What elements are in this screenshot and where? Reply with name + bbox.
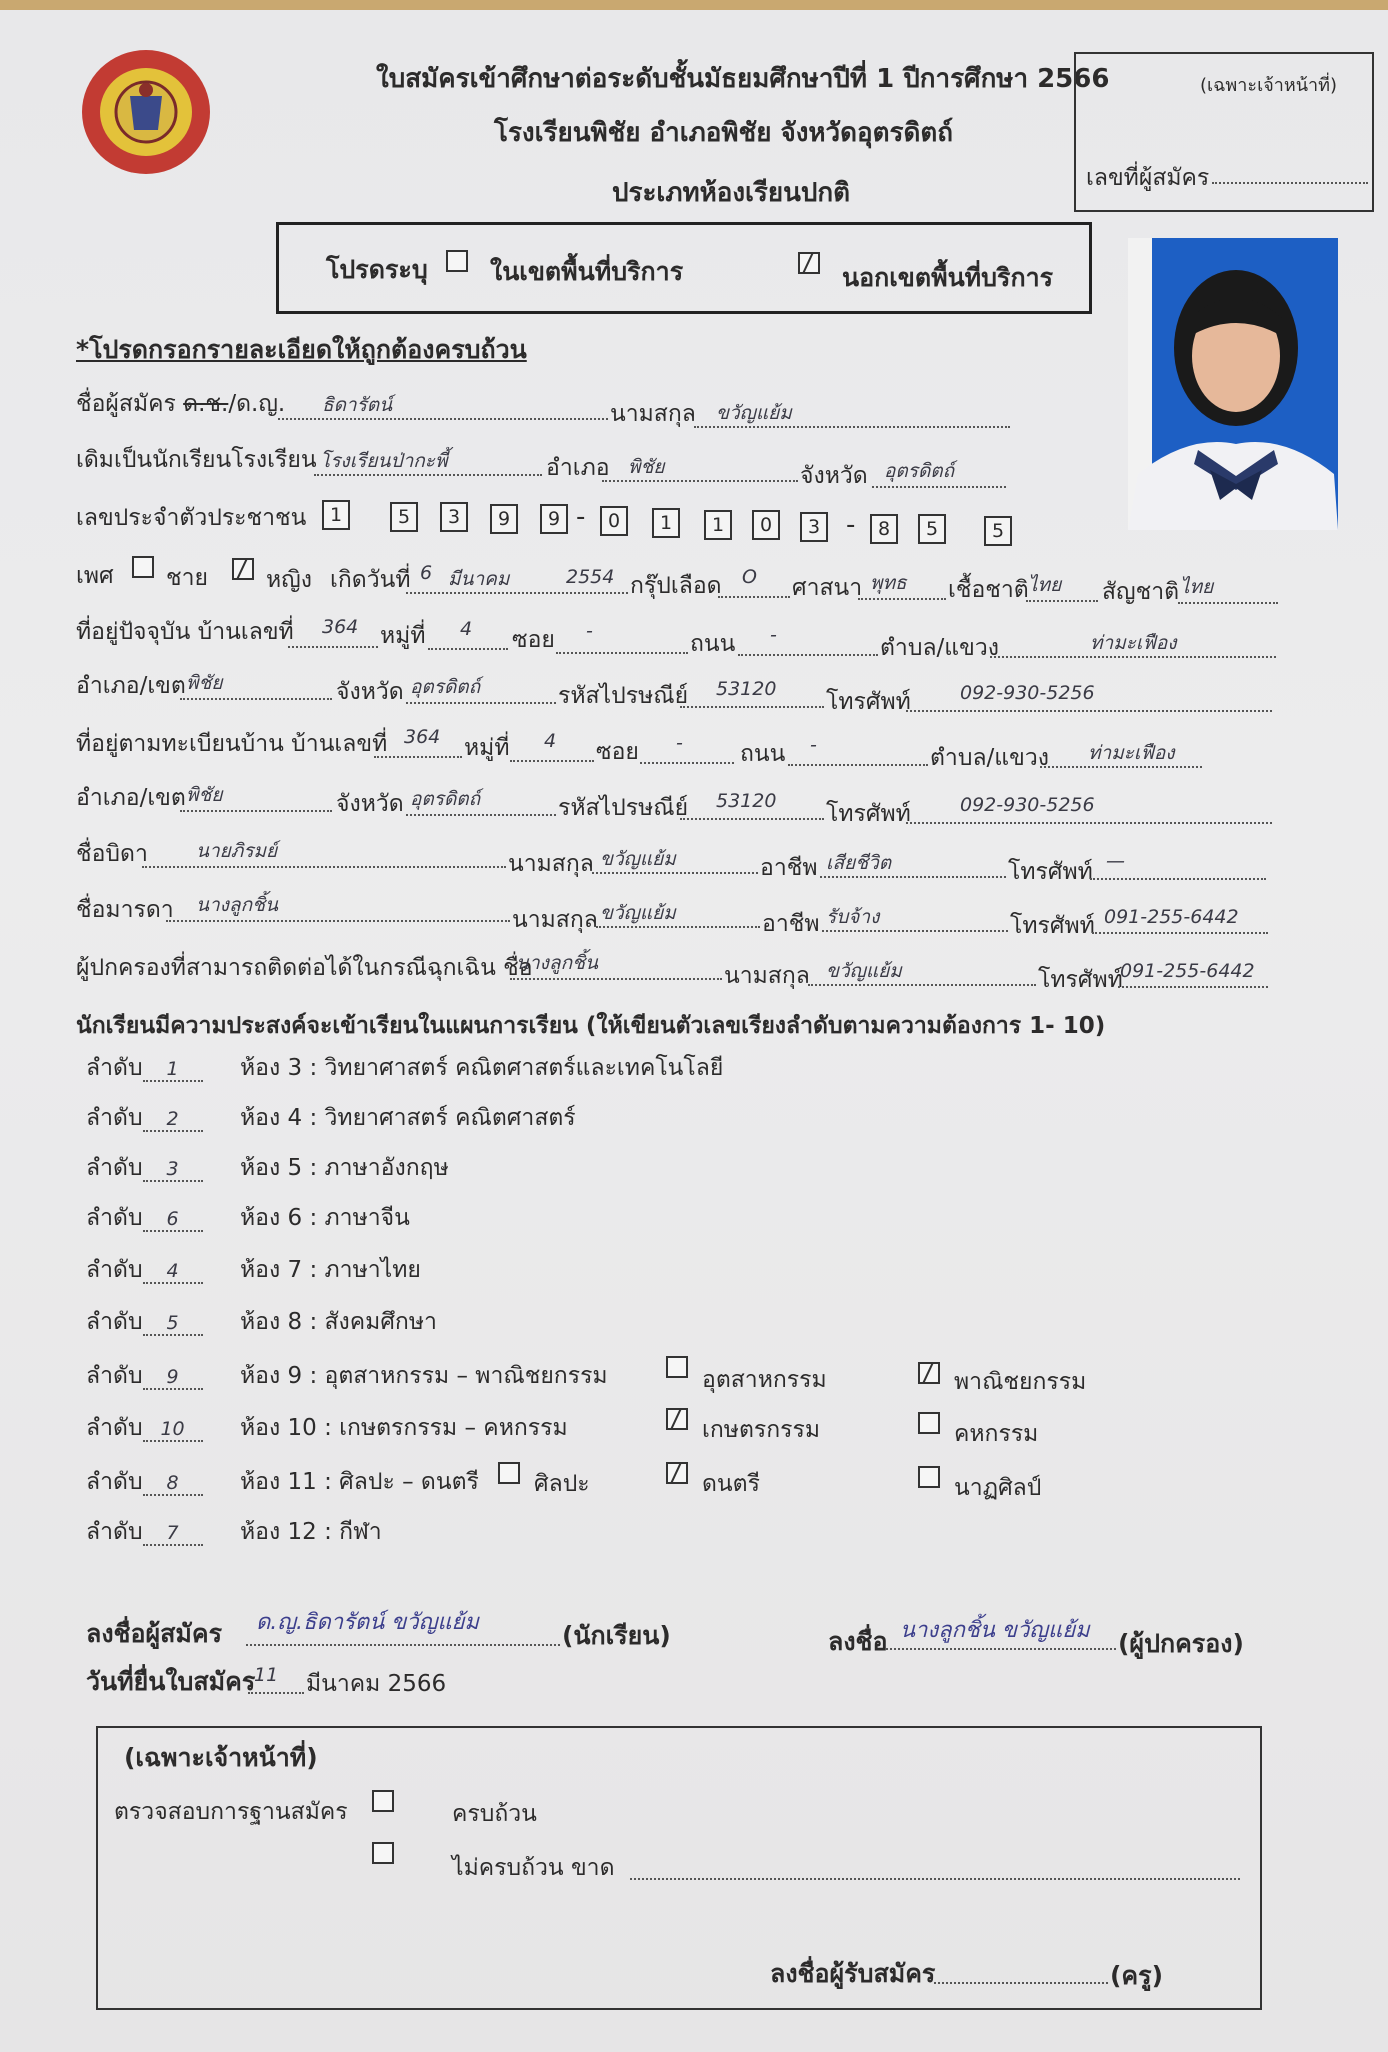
current-road-label: ถนน xyxy=(690,631,736,657)
id-digit: 9 xyxy=(540,504,568,534)
district-line xyxy=(180,698,332,700)
race-line xyxy=(1026,600,1098,602)
mother-surname-label: นามสกุล xyxy=(512,907,598,933)
plan-row-9 xyxy=(86,1464,203,1500)
guardian-label: ผู้ปกครองที่สามารถติดต่อได้ในกรณีฉุกเฉิน ชื่อ xyxy=(76,955,533,981)
id-digit: 8 xyxy=(870,514,898,544)
order-label: ลำดับ xyxy=(86,1309,143,1335)
commerce-label: พาณิชยกรรม xyxy=(954,1369,1087,1395)
registered-province-label: จังหวัด xyxy=(336,791,404,817)
guardian-sign-line xyxy=(886,1648,1116,1650)
id-digit: 3 xyxy=(440,502,468,532)
guardian-phone[interactable]: 091-255-6442 xyxy=(1120,960,1255,982)
religion-line xyxy=(858,598,946,600)
id-digit: 5 xyxy=(390,502,418,532)
moo-line xyxy=(428,648,508,650)
registered-district-label: อำเภอ/เขต xyxy=(76,785,186,811)
reg-house-no-line xyxy=(374,756,462,758)
top-edge xyxy=(0,0,1388,10)
current-province-label: จังหวัด xyxy=(336,679,404,705)
surname-label: นามสกุล xyxy=(610,401,696,427)
receiver-sign-label: ลงชื่อผู้รับสมัคร xyxy=(770,1959,936,1988)
room-type: ประเภทห้องเรียนปกติ xyxy=(612,178,851,208)
industry-label: อุตสาหกรรม xyxy=(702,1367,827,1393)
guardian-sign-label: ลงชื่อ xyxy=(828,1627,888,1656)
reg-phone-line xyxy=(906,822,1272,824)
father-phone-label: โทรศัพท์ xyxy=(1008,859,1093,885)
room-label: ห้อง 12 : กีฬา xyxy=(240,1519,382,1545)
reg-soi-line xyxy=(640,762,734,764)
guardian-surname[interactable]: ขวัญแย้ม xyxy=(826,960,902,982)
room-label: ห้อง 5 : ภาษาอังกฤษ xyxy=(240,1155,449,1181)
current-moo-label: หมู่ที่ xyxy=(380,623,426,649)
instruction-text: *โปรดกรอกรายละเอียดให้ถูกต้องครบถ้วน xyxy=(76,335,527,364)
current-soi-label: ซอย xyxy=(512,627,555,653)
applicant-sign-line xyxy=(246,1644,560,1646)
submit-day-line xyxy=(248,1692,304,1694)
reg-moo-line xyxy=(510,760,594,762)
plan-row-1 xyxy=(86,1050,203,1086)
title-struck: ด.ช. xyxy=(183,391,229,417)
prev-district-value[interactable]: พิชัย xyxy=(628,456,665,478)
incomplete-label: ไม่ครบถ้วน ขาด xyxy=(452,1855,615,1881)
prev-school-value[interactable]: โรงเรียนป่ากะพี้ xyxy=(320,450,448,472)
art-label: ศิลปะ xyxy=(534,1471,590,1497)
applicant-name-prefix: ชื่อผู้สมัคร xyxy=(76,391,176,417)
registered-phone[interactable]: 092-930-5256 xyxy=(960,794,1095,816)
mother-job-label: อาชีพ xyxy=(762,911,820,937)
plan-row-4 xyxy=(86,1200,203,1236)
phone-line xyxy=(906,710,1272,712)
outside-area-label: นอกเขตพื้นที่บริการ xyxy=(842,263,1054,292)
applicant-signature[interactable]: ด.ญ.ธิดารัตน์ ขวัญแย้ม xyxy=(256,1610,479,1635)
missing-items-field[interactable] xyxy=(630,1878,1240,1880)
id-dash: - xyxy=(576,502,586,532)
current-phone[interactable]: 092-930-5256 xyxy=(960,682,1095,704)
order-value[interactable]: 4 xyxy=(143,1260,203,1284)
area-label: โปรดระบุ xyxy=(326,255,428,284)
race-label: เชื้อชาติ xyxy=(948,577,1029,603)
father-name-line xyxy=(142,866,506,868)
current-moo[interactable]: 4 xyxy=(460,618,473,640)
order-value[interactable]: 10 xyxy=(143,1418,203,1442)
guardian-signature[interactable]: นางลูกชิ้น ขวัญแย้ม xyxy=(900,1618,1090,1643)
reg-postcode-line xyxy=(680,818,824,820)
sex-label: เพศ xyxy=(76,563,114,589)
order-value[interactable]: 3 xyxy=(143,1158,203,1182)
registered-postcode[interactable]: 53120 xyxy=(716,790,777,812)
applicant-photo xyxy=(1128,238,1338,530)
plan-row-5 xyxy=(86,1252,203,1288)
birth-month[interactable]: มีนาคม xyxy=(448,568,510,590)
inside-area-label: ในเขตพื้นที่บริการ xyxy=(490,257,684,286)
plan-heading: นักเรียนมีความประสงค์จะเข้าเรียนในแผนการเรียน (ให้เขียนตัวเลขเรียงลำดับตามความต้องการ 1- 10) xyxy=(76,1013,1106,1039)
registered-moo[interactable]: 4 xyxy=(544,730,557,752)
guardian-surname-label: นามสกุล xyxy=(724,963,810,989)
father-job[interactable]: เสียชีวิต xyxy=(826,852,892,874)
plan-row-6 xyxy=(86,1304,203,1340)
order-value[interactable]: 2 xyxy=(143,1108,203,1132)
blood-label: กรุ๊ปเลือด xyxy=(630,573,722,599)
registered-subdistrict[interactable]: ท่ามะเฟือง xyxy=(1088,742,1175,764)
registered-soi[interactable]: - xyxy=(676,732,683,754)
submit-date-label: วันที่ยื่นใบสมัคร xyxy=(86,1667,256,1696)
guardian-name-line xyxy=(510,978,722,980)
room-label: ห้อง 4 : วิทยาศาสตร์ คณิตศาสตร์ xyxy=(240,1105,576,1131)
receiver-suffix: (ครู) xyxy=(1110,1961,1164,1990)
applicant-no-field[interactable] xyxy=(1212,182,1368,184)
applicant-no-label: เลขที่ผู้สมัคร xyxy=(1086,165,1210,191)
id-digit: 1 xyxy=(322,500,350,530)
mother-name[interactable]: นางลูกชิ้น xyxy=(196,894,278,916)
commerce-checkbox[interactable] xyxy=(918,1362,940,1384)
registered-house-no[interactable]: 364 xyxy=(404,726,441,748)
officer-title: (เฉพาะเจ้าหน้าที่) xyxy=(124,1743,318,1772)
order-label: ลำดับ xyxy=(86,1257,143,1283)
registered-soi-label: ซอย xyxy=(596,739,639,765)
order-value[interactable]: 6 xyxy=(143,1208,203,1232)
registered-road[interactable]: - xyxy=(810,734,817,756)
birth-line xyxy=(406,592,628,594)
receiver-sign-field[interactable] xyxy=(934,1982,1108,1984)
birth-label: เกิดวันที่ xyxy=(330,567,411,593)
father-phone-line xyxy=(1090,878,1266,880)
plan-row-3 xyxy=(86,1150,203,1186)
registered-moo-label: หมู่ที่ xyxy=(464,735,510,761)
birth-year[interactable]: 2554 xyxy=(566,566,615,588)
current-address-label: ที่อยู่ปัจจุบัน บ้านเลขที่ xyxy=(76,619,294,645)
postcode-line xyxy=(680,706,824,708)
complete-label: ครบถ้วน xyxy=(452,1801,537,1827)
father-surname[interactable]: ขวัญแย้ม xyxy=(600,848,676,870)
music-checkbox[interactable] xyxy=(666,1462,688,1484)
order-label: ลำดับ xyxy=(86,1415,143,1441)
room-label: ห้อง 6 : ภาษาจีน xyxy=(240,1205,410,1231)
father-name[interactable]: นายภิรมย์ xyxy=(196,840,278,862)
registered-road-label: ถนน xyxy=(740,741,786,767)
surname-value[interactable]: ขวัญแย้ม xyxy=(716,402,792,424)
religion-value[interactable]: พุทธ xyxy=(870,572,907,594)
id-digit: 5 xyxy=(984,516,1012,546)
registered-phone-label: โทรศัพท์ xyxy=(826,801,911,827)
mother-label: ชื่อมารดา xyxy=(76,897,174,923)
mother-phone[interactable]: 091-255-6442 xyxy=(1104,906,1239,928)
registered-district[interactable]: พิชัย xyxy=(186,784,223,806)
prev-province-line xyxy=(872,486,1006,488)
id-digit: 1 xyxy=(652,508,680,538)
house-no-line xyxy=(288,646,378,648)
father-label: ชื่อบิดา xyxy=(76,841,148,867)
room-label: ห้อง 7 : ภาษาไทย xyxy=(240,1257,421,1283)
province-line xyxy=(406,702,556,704)
plan-row-10 xyxy=(86,1514,203,1550)
order-value[interactable]: 9 xyxy=(143,1366,203,1390)
reg-province-line xyxy=(406,814,556,816)
dance-label: นาฏศิลป์ xyxy=(954,1475,1042,1501)
current-district[interactable]: พิชัย xyxy=(186,672,223,694)
mother-name-line xyxy=(166,920,510,922)
id-digit: 5 xyxy=(918,514,946,544)
registered-province[interactable]: อุตรดิตถ์ xyxy=(410,788,481,810)
order-label: ลำดับ xyxy=(86,1105,143,1131)
nationality-value[interactable]: ไทย xyxy=(1180,576,1214,598)
citizen-id-label: เลขประจำตัวประชาชน xyxy=(76,505,307,531)
applicant-sign-label: ลงชื่อผู้สมัคร xyxy=(86,1619,223,1648)
current-road[interactable]: - xyxy=(770,624,777,646)
room-label: ห้อง 11 : ศิลปะ – ดนตรี xyxy=(240,1469,479,1495)
current-subdistrict-label: ตำบล/แขวง xyxy=(880,635,999,661)
id-digit: 3 xyxy=(800,512,828,542)
art-checkbox[interactable] xyxy=(498,1462,520,1484)
current-house-no[interactable]: 364 xyxy=(322,616,359,638)
id-digit: 9 xyxy=(490,504,518,534)
prev-province-value[interactable]: อุตรดิตถ์ xyxy=(884,460,955,482)
form-title: ใบสมัครเข้าศึกษาต่อระดับชั้นมัธยมศึกษาปีที่ 1 ปีการศึกษา 2566 xyxy=(376,64,1110,94)
nationality-label: สัญชาติ xyxy=(1102,579,1180,605)
order-value[interactable]: 1 xyxy=(143,1058,203,1082)
submit-day[interactable]: 11 xyxy=(254,1664,279,1686)
music-label: ดนตรี xyxy=(702,1471,760,1497)
id-digit: 0 xyxy=(600,506,628,536)
officer-only-label: (เฉพาะเจ้าหน้าที่) xyxy=(1200,75,1338,96)
guardian-suffix: (ผู้ปกครอง) xyxy=(1118,1629,1244,1658)
order-value[interactable]: 5 xyxy=(143,1312,203,1336)
nationality-line xyxy=(1178,602,1278,604)
outside-area-checkbox[interactable] xyxy=(798,252,820,274)
room-label: ห้อง 10 : เกษตรกรรม – คหกรรม xyxy=(240,1415,568,1441)
current-soi[interactable]: - xyxy=(586,620,593,642)
submit-month-year: มีนาคม 2566 xyxy=(306,1671,447,1697)
id-digit: 0 xyxy=(752,510,780,540)
student-suffix: (นักเรียน) xyxy=(562,1621,671,1650)
mother-phone-label: โทรศัพท์ xyxy=(1010,913,1095,939)
reg-road-line xyxy=(788,764,928,766)
dance-checkbox[interactable] xyxy=(918,1466,940,1488)
male-label: ชาย xyxy=(166,565,209,591)
order-label: ลำดับ xyxy=(86,1205,143,1231)
father-job-label: อาชีพ xyxy=(760,855,818,881)
order-value[interactable]: 7 xyxy=(143,1522,203,1546)
prev-school-label: เดิมเป็นนักเรียนโรงเรียน xyxy=(76,447,317,473)
order-label: ลำดับ xyxy=(86,1055,143,1081)
mother-job[interactable]: รับจ้าง xyxy=(826,906,880,928)
id-dash: - xyxy=(846,510,856,540)
room-label: ห้อง 9 : อุตสาหกรรม – พาณิชยกรรม xyxy=(240,1363,608,1389)
male-checkbox[interactable] xyxy=(132,556,154,578)
complete-checkbox[interactable] xyxy=(372,1790,394,1812)
reg-district-line xyxy=(180,810,332,812)
id-digit: 1 xyxy=(704,510,732,540)
title-rest: /ด.ญ. xyxy=(228,391,286,417)
current-province[interactable]: อุตรดิตถ์ xyxy=(410,676,481,698)
incomplete-checkbox[interactable] xyxy=(372,1842,394,1864)
registered-postcode-label: รหัสไปรษณีย์ xyxy=(558,795,689,821)
blood-value[interactable]: O xyxy=(742,566,757,588)
registered-subdistrict-label: ตำบล/แขวง xyxy=(930,745,1049,771)
current-district-label: อำเภอ/เขต xyxy=(76,673,186,699)
religion-label: ศาสนา xyxy=(792,575,863,601)
female-checkbox[interactable] xyxy=(232,558,254,580)
current-subdistrict[interactable]: ท่ามะเฟือง xyxy=(1090,632,1177,654)
plan-row-7 xyxy=(86,1358,203,1394)
agriculture-label: เกษตรกรรม xyxy=(702,1417,821,1443)
room-label: ห้อง 3 : วิทยาศาสตร์ คณิตศาสตร์และเทคโนโลยี xyxy=(240,1055,724,1081)
mother-surname[interactable]: ขวัญแย้ม xyxy=(600,902,676,924)
race-value[interactable]: ไทย xyxy=(1028,574,1062,596)
school-logo-icon xyxy=(78,46,214,178)
plan-row-2 xyxy=(86,1100,203,1136)
agriculture-checkbox[interactable] xyxy=(666,1408,688,1430)
father-surname-label: นามสกุล xyxy=(508,851,594,877)
order-value[interactable]: 8 xyxy=(143,1472,203,1496)
order-label: ลำดับ xyxy=(86,1469,143,1495)
prev-province-label: จังหวัด xyxy=(800,463,868,489)
registered-address-label: ที่อยู่ตามทะเบียนบ้าน บ้านเลขที่ xyxy=(76,731,388,757)
prev-district-label: อำเภอ xyxy=(546,455,610,481)
applicant-name-label xyxy=(76,386,285,422)
home-ec-label: คหกรรม xyxy=(954,1421,1039,1447)
current-postcode[interactable]: 53120 xyxy=(716,678,777,700)
birth-day[interactable]: 6 xyxy=(420,562,433,584)
plan-row-8 xyxy=(86,1410,203,1446)
order-label: ลำดับ xyxy=(86,1155,143,1181)
female-label: หญิง xyxy=(266,567,312,593)
mother-phone-line xyxy=(1092,932,1268,934)
soi-line xyxy=(556,652,688,654)
home-ec-checkbox[interactable] xyxy=(918,1412,940,1434)
officer-check-label: ตรวจสอบการฐานสมัคร xyxy=(114,1799,348,1825)
father-phone[interactable]: — xyxy=(1106,850,1125,872)
industry-checkbox[interactable] xyxy=(666,1356,688,1378)
order-label: ลำดับ xyxy=(86,1363,143,1389)
guardian-phone-label: โทรศัพท์ xyxy=(1038,967,1123,993)
inside-area-checkbox[interactable] xyxy=(446,250,468,272)
blood-line xyxy=(718,596,790,598)
guardian-phone-line xyxy=(1118,986,1268,988)
room-label: ห้อง 8 : สังคมศึกษา xyxy=(240,1309,437,1335)
first-name-value[interactable]: ธิดารัตน์ xyxy=(322,394,393,416)
current-postcode-label: รหัสไปรษณีย์ xyxy=(558,683,689,709)
school-name: โรงเรียนพิชัย อำเภอพิชัย จังหวัดอุตรดิตถ์ xyxy=(494,118,954,148)
order-label: ลำดับ xyxy=(86,1519,143,1545)
road-line xyxy=(738,654,878,656)
guardian-name[interactable]: นางลูกชิ้น xyxy=(516,952,598,974)
current-phone-label: โทรศัพท์ xyxy=(826,689,911,715)
